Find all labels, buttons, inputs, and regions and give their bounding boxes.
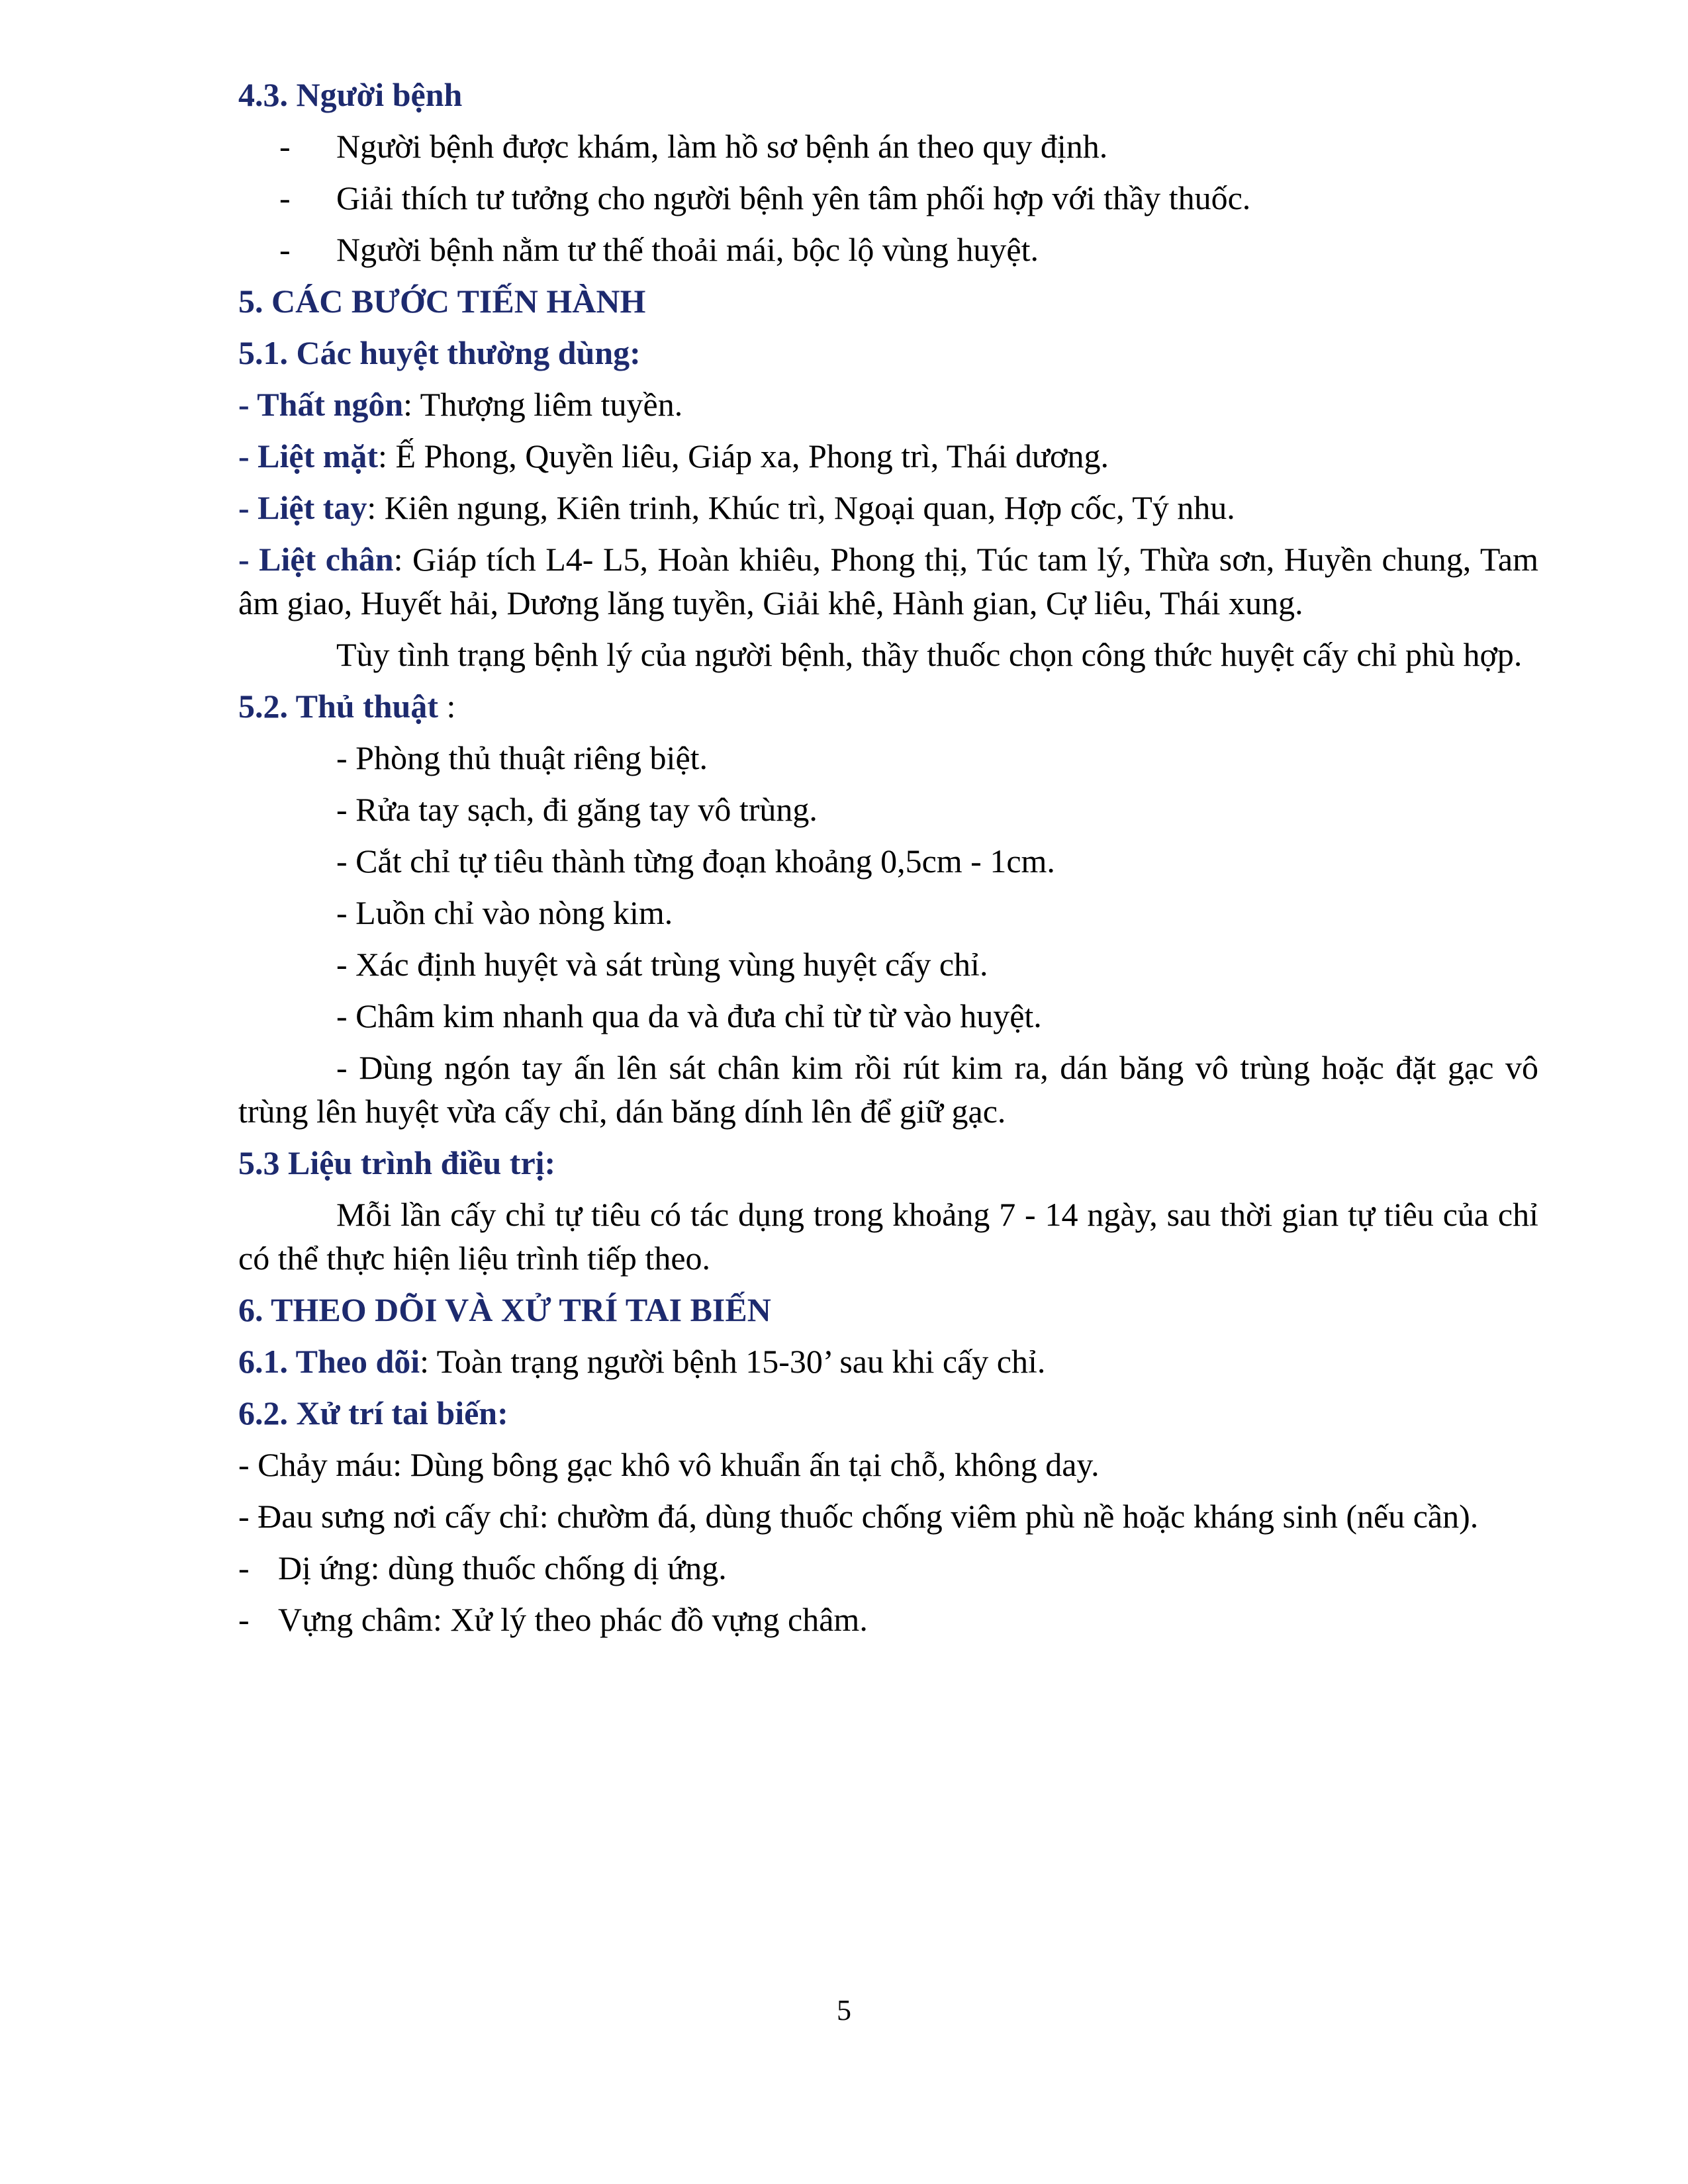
list-item: - Luồn chỉ vào nòng kim. bbox=[336, 894, 673, 931]
list-item: - Cắt chỉ tự tiêu thành từng đoạn khoảng 0,5cm - 1cm. bbox=[336, 842, 1055, 880]
list-item: - Rửa tay sạch, đi găng tay vô trùng. bbox=[336, 791, 818, 828]
section-5-2-title: 5.2. Thủ thuật : bbox=[238, 688, 456, 725]
page-number: 5 bbox=[837, 1994, 851, 2026]
section-5-1-title: 5.1. Các huyệt thường dùng: bbox=[238, 334, 641, 371]
list-item: - Châm kim nhanh qua da và đưa chỉ từ từ vào huyệt. bbox=[336, 997, 1042, 1034]
paragraph-treatment: Mỗi lần cấy chỉ tự tiêu có tác dụng trong khoảng 7 - 14 ngày, sau thời gian tự tiêu của chỉ có thể thực hiện liệu trình tiếp theo. bbox=[238, 1196, 1538, 1277]
list-item: - Đau sưng nơi cấy chỉ: chườm đá, dùng thuốc chống viêm phù nề hoặc kháng sinh (nếu cần). bbox=[238, 1498, 1479, 1535]
section-5-3-title: 5.3 Liệu trình điều trị: bbox=[238, 1144, 556, 1181]
list-item: - Dị ứng: dùng thuốc chống dị ứng. bbox=[238, 1549, 727, 1586]
section-6-2-title: 6.2. Xử trí tai biến: bbox=[238, 1394, 508, 1432]
section-5-title: 5. CÁC BƯỚC TIẾN HÀNH bbox=[238, 283, 646, 320]
list-item: - Người bệnh nằm tư thế thoải mái, bộc lộ vùng huyệt. bbox=[279, 231, 1039, 268]
list-item: - Dùng ngón tay ấn lên sát chân kim rồi rút kim ra, dán băng vô trùng hoặc đặt gạc vô trùng lên huyệt vừa cấy chỉ, dán băng dính lên để giữ gạc. bbox=[238, 1049, 1538, 1130]
acupoint-row-that-ngon: - Thất ngôn: Thượng liêm tuyền. bbox=[238, 386, 683, 423]
list-item: - Giải thích tư tưởng cho người bệnh yên tâm phối hợp với thầy thuốc. bbox=[279, 179, 1251, 216]
paragraph-note: Tùy tình trạng bệnh lý của người bệnh, thầy thuốc chọn công thức huyệt cấy chỉ phù hợp. bbox=[336, 636, 1523, 673]
acupoint-row-liet-chan: - Liệt chân: Giáp tích L4- L5, Hoàn khiêu, Phong thị, Túc tam lý, Thừa sơn, Huyền chung, Tam âm giao, Huyết hải, Dương lăng tuyền, Giải khê, Hành gian, Cự liêu, Thái xung. bbox=[238, 541, 1538, 621]
acupoint-row-liet-mat: - Liệt mặt: Ế Phong, Quyền liêu, Giáp xa, Phong trì, Thái dương. bbox=[238, 437, 1109, 475]
list-item: - Phòng thủ thuật riêng biệt. bbox=[336, 739, 708, 776]
document-page bbox=[238, 73, 1538, 1649]
list-item: - Chảy máu: Dùng bông gạc khô vô khuẩn ấn tại chỗ, không day. bbox=[238, 1446, 1100, 1483]
list-item: - Xác định huyệt và sát trùng vùng huyệt cấy chỉ. bbox=[336, 946, 988, 983]
section-6-1: 6.1. Theo dõi: Toàn trạng người bệnh 15-30’ sau khi cấy chỉ. bbox=[238, 1343, 1046, 1380]
acupoint-row-liet-tay: - Liệt tay: Kiên ngung, Kiên trinh, Khúc trì, Ngoại quan, Hợp cốc, Tý nhu. bbox=[238, 489, 1235, 526]
section-6-title: 6. THEO DÕI VÀ XỬ TRÍ TAI BIẾN bbox=[238, 1291, 771, 1328]
list-item: - Vựng châm: Xử lý theo phác đồ vựng châm. bbox=[238, 1601, 868, 1638]
list-item: - Người bệnh được khám, làm hồ sơ bệnh án theo quy định. bbox=[279, 128, 1108, 165]
section-4-3-title: 4.3. Người bệnh bbox=[238, 76, 463, 113]
